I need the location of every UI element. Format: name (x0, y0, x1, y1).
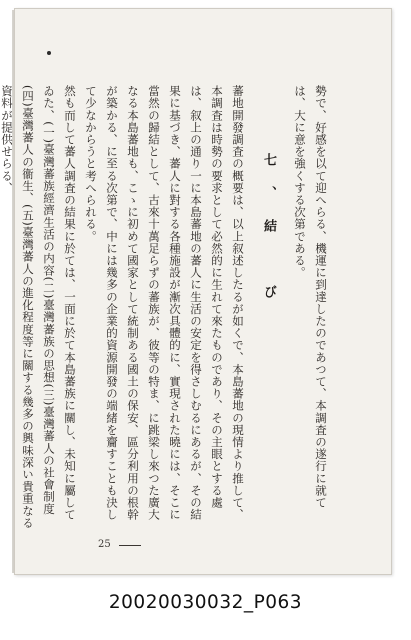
carryover-paragraph: 勢で、好感を以て迎へらる、機運に到達したのであつて、本調査の遂行に就ては、大に意を強くする次第である。 (293, 85, 328, 509)
page-number: 25 (98, 539, 111, 550)
image-caption: 20020030032_P063 (108, 592, 303, 613)
paragraph-2: 然も而して蕃人調査の結果に於ては、一面に於て本島蕃族に關し、未知に屬してゐた、(一)臺灣蕃族經濟生活の内容(二)臺灣蕃族の思想(三)臺灣蕃人の社會制度(四)臺灣蕃人の衞生、(五)臺灣蕃人の進化程度等に關する幾多の興味深い貴重なる資料が提供せらる、 (0, 85, 77, 529)
page-number-rule (119, 545, 141, 546)
page-body-text (0, 85, 331, 530)
ink-spot (47, 51, 51, 55)
section-title: 七、結 び (261, 153, 276, 318)
scanned-page (0, 8, 392, 575)
paragraph-1: 蕃地開發調査の概要は、以上叙述したるが如くで、本島蕃地の現情より推して、本調査は時勢の要求として必然的に生れて來たものであり、その主眼とする處は、叙上の通り一に本島蕃地の蕃人に生活の安定を得さしむるにあるが、その結果に基づき、蕃人に對する各種施設が漸次具體的に、實現された曉には、そこに當然の歸結として、古來十萬足らずの蕃族が、彼等の特ま、に跳梁し來つた廣大なる本島蕃地も、こゝに初めて國家として統制ある國土の保安、區分利用の根幹が築かる、に至る次第で、中には幾多の企業的資源開發の端緒を齎すことも決して少なからうと考へられる。 (84, 85, 245, 521)
